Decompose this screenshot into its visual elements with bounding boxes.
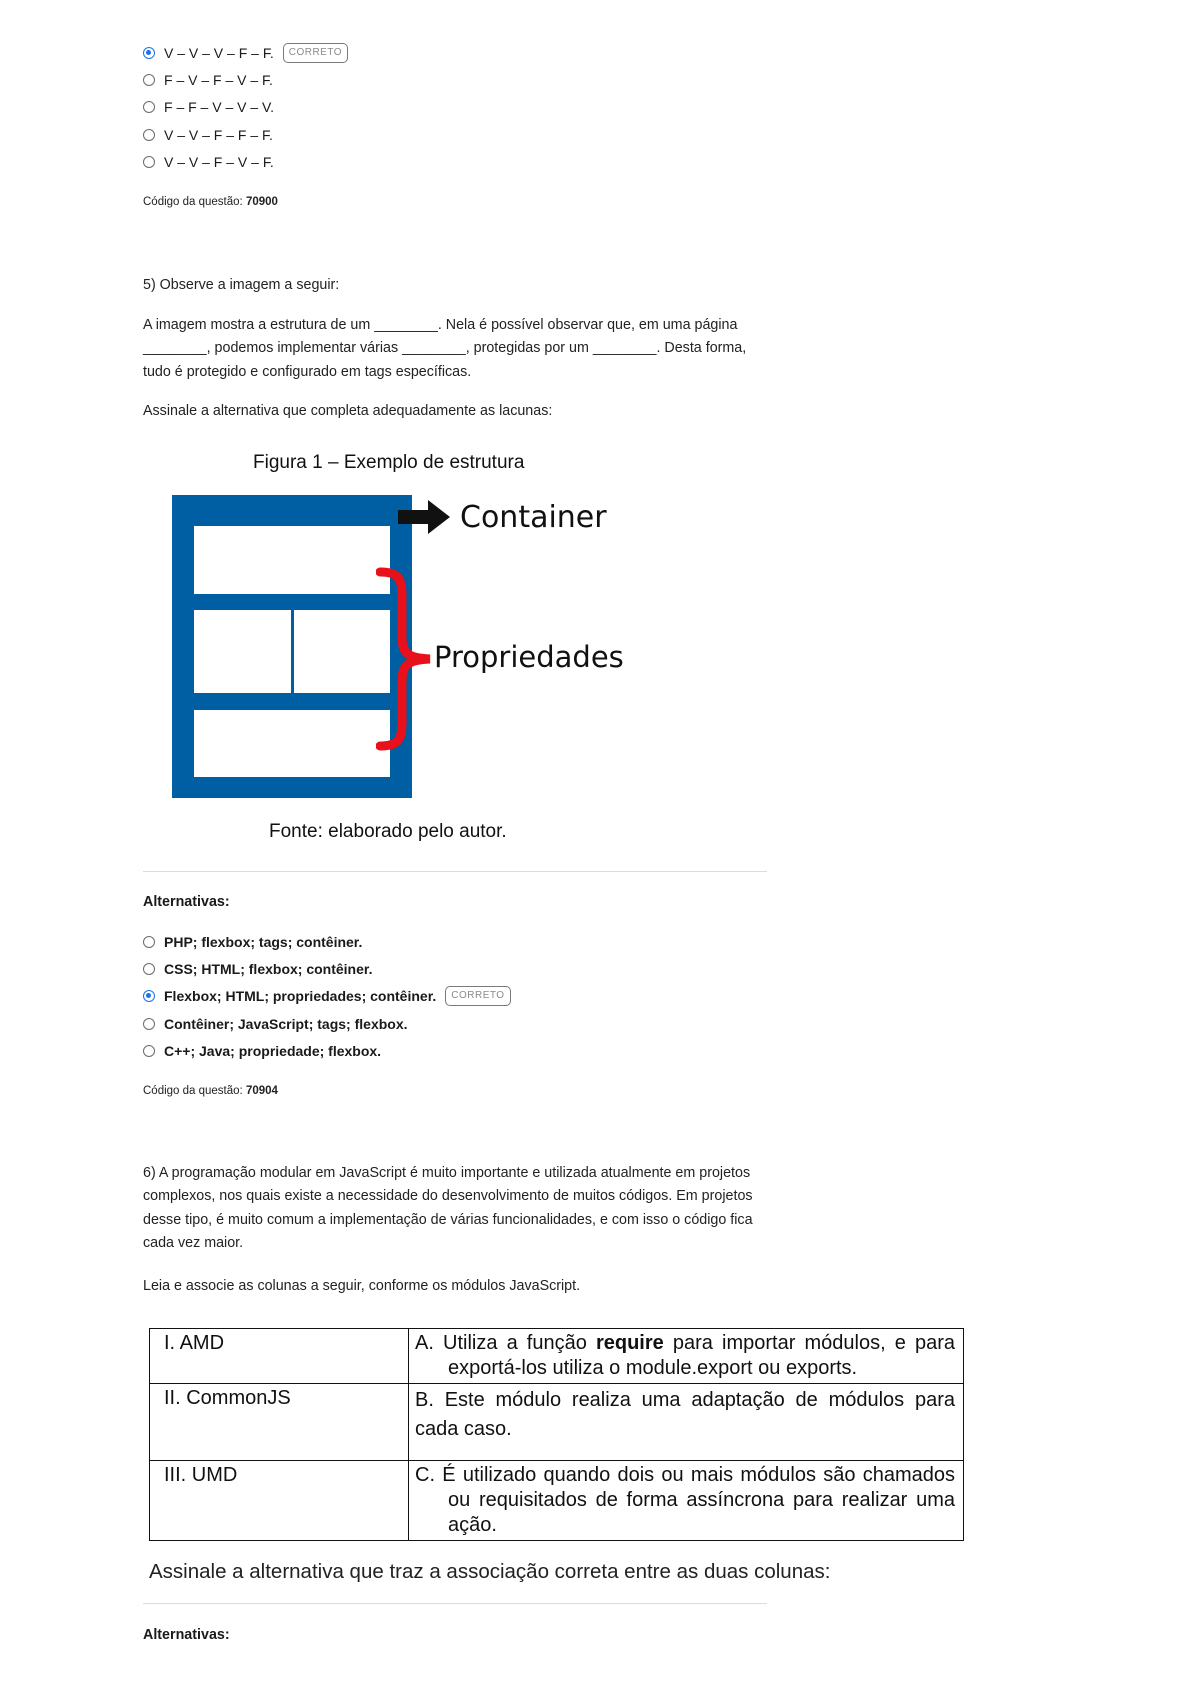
radio-selected-icon[interactable] bbox=[143, 990, 155, 1002]
radio-icon[interactable] bbox=[143, 129, 155, 141]
option-label: F – F – V – V – V. bbox=[164, 99, 274, 116]
q6-alternatives-title: Alternativas: bbox=[143, 1627, 230, 1643]
q5-option-2[interactable] bbox=[143, 955, 511, 982]
option-label: Flexbox; HTML; propriedades; contêiner. bbox=[164, 988, 437, 1005]
q5-body: A imagem mostra a estrutura de um ________. Nela é possível observar que, em uma página ________, podemos implementar várias ________, protegidas por um ________. Desta forma, tudo é protegido e configurado em tags específicas. bbox=[143, 317, 747, 380]
properties-label: Propriedades bbox=[434, 640, 624, 674]
frame-cell-left bbox=[194, 610, 291, 693]
option-label: V – V – V – F – F. bbox=[164, 44, 274, 61]
q5-option-3[interactable] bbox=[143, 983, 511, 1010]
radio-icon[interactable] bbox=[143, 74, 155, 86]
table-cell-left: III. UMD bbox=[150, 1461, 409, 1541]
q4-options bbox=[143, 39, 348, 175]
option-label: Contêiner; JavaScript; tags; flexbox. bbox=[164, 1015, 408, 1032]
radio-icon[interactable] bbox=[143, 156, 155, 168]
correct-badge: CORRETO bbox=[445, 986, 510, 1006]
arrow-right-icon bbox=[398, 500, 452, 534]
q5-options bbox=[143, 928, 511, 1064]
table-cell-right: A. Utiliza a função require para importar módulos, e para exportá-los utiliza o module.export ou exports. bbox=[409, 1329, 964, 1384]
frame-row-top bbox=[194, 526, 390, 594]
figure-source: Fonte: elaborado pelo autor. bbox=[269, 821, 507, 842]
curly-brace-icon bbox=[376, 566, 436, 752]
modules-table bbox=[149, 1328, 964, 1541]
radio-icon[interactable] bbox=[143, 1045, 155, 1057]
q6-instruction: Assinale a alternativa que traz a associação correta entre as duas colunas: bbox=[149, 1560, 831, 1583]
radio-icon[interactable] bbox=[143, 1018, 155, 1030]
correct-badge: CORRETO bbox=[283, 43, 348, 63]
q5-heading: 5) Observe a imagem a seguir: bbox=[143, 277, 340, 293]
option-label: CSS; HTML; flexbox; contêiner. bbox=[164, 960, 373, 977]
radio-selected-icon[interactable] bbox=[143, 47, 155, 59]
q5-question-code: Código da questão: 70904 bbox=[143, 1085, 278, 1097]
q4-option-3[interactable] bbox=[143, 94, 348, 121]
table-cell-left: I. AMD bbox=[150, 1329, 409, 1384]
q6-prompt: Leia e associe as colunas a seguir, conforme os módulos JavaScript. bbox=[143, 1278, 581, 1294]
q4-question-code: Código da questão: 70900 bbox=[143, 196, 278, 208]
q5-prompt: Assinale a alternativa que completa adequadamente as lacunas: bbox=[143, 403, 553, 419]
frame-row-bottom bbox=[194, 710, 390, 777]
q4-option-1[interactable] bbox=[143, 39, 348, 66]
table-cell-right: B. Este módulo realiza uma adaptação de módulos para cada caso. bbox=[409, 1384, 964, 1461]
option-label: V – V – F – F – F. bbox=[164, 126, 273, 143]
q4-option-2[interactable] bbox=[143, 66, 348, 93]
divider bbox=[143, 1603, 767, 1604]
q4-option-5[interactable] bbox=[143, 148, 348, 175]
table-row bbox=[150, 1384, 964, 1461]
table-row bbox=[150, 1461, 964, 1541]
radio-icon[interactable] bbox=[143, 101, 155, 113]
figure-title: Figura 1 – Exemplo de estrutura bbox=[253, 452, 525, 473]
option-label: C++; Java; propriedade; flexbox. bbox=[164, 1042, 382, 1059]
table-cell-right: C. É utilizado quando dois ou mais módulos são chamados ou requisitados de forma assíncrona para realizar uma ação. bbox=[409, 1461, 964, 1541]
radio-icon[interactable] bbox=[143, 936, 155, 948]
option-label: PHP; flexbox; tags; contêiner. bbox=[164, 933, 363, 950]
q5-option-5[interactable] bbox=[143, 1037, 511, 1064]
container-label: Container bbox=[460, 500, 607, 535]
divider bbox=[143, 871, 767, 872]
q5-option-1[interactable] bbox=[143, 928, 511, 955]
option-label: F – V – F – V – F. bbox=[164, 71, 273, 88]
radio-icon[interactable] bbox=[143, 963, 155, 975]
table-cell-left: II. CommonJS bbox=[150, 1384, 409, 1461]
q4-option-4[interactable] bbox=[143, 121, 348, 148]
q5-option-4[interactable] bbox=[143, 1010, 511, 1037]
q6-body: 6) A programação modular em JavaScript é muito importante e utilizada atualmente em projetos complexos, nos quais existe a necessidade do desenvolvimento de muitos códigos. Em projetos desse tipo, é muito comum a implementação de várias funcionalidades, e com isso o código fica cada vez maior. bbox=[143, 1165, 753, 1251]
option-label: V – V – F – V – F. bbox=[164, 153, 274, 170]
q5-alternatives-title: Alternativas: bbox=[143, 894, 230, 910]
table-row bbox=[150, 1329, 964, 1384]
